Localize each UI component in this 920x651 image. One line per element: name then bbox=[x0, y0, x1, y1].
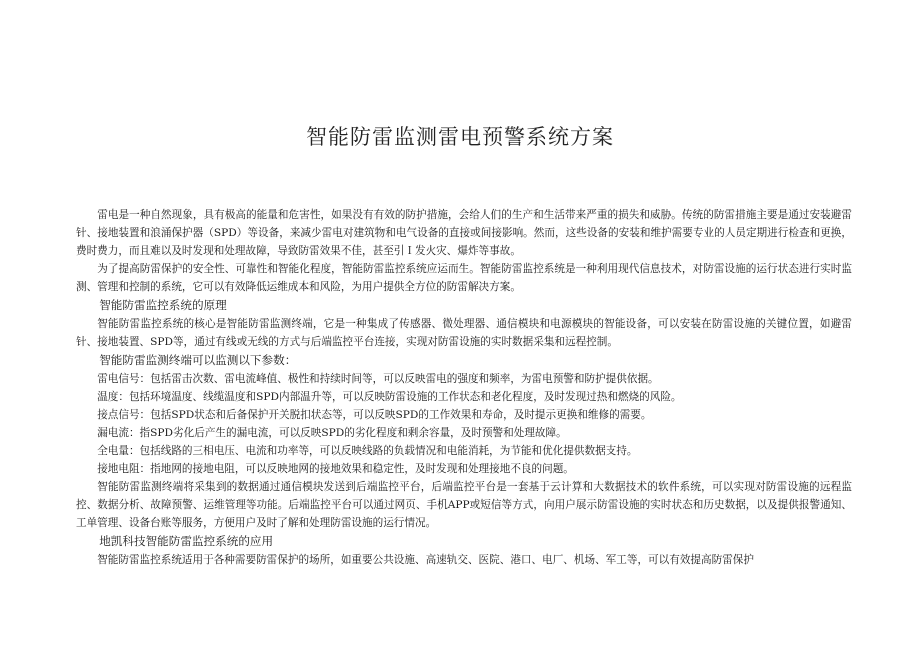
parameter-leakage-current: 漏电流：指SPD劣化后产生的漏电流，可以反映SPD的劣化程度和剩余容量，及时预警和处理故障。 bbox=[97, 427, 567, 439]
paragraph-parameters-intro: 智能防雷监测终端可以监测以下参数： bbox=[99, 353, 297, 367]
paragraph-platform: 智能防雷监测终端将采集到的数据通过通信模块发送到后端监控平台，后端监控平台是一套基于云计算和大数据技术的软件系统，可以实现对防雷设施的远程监控、数据分析、故障预警、运维管理等功能。后端监控平台可以通过网页、手机APP或短信等方式，向用户展示防雷设施的实时状态和历史数据，以及提供报警通知、工单管理、设备台账等服务，方便用户及时了解和处理防雷设施的运行情况。 bbox=[76, 481, 852, 529]
parameter-full-power: 全电量：包括线路的三相电压、电流和功率等，可以反映线路的负载情况和电能消耗，为节能和优化提供数据支持。 bbox=[97, 445, 638, 457]
parameter-ground-resistance: 接地电阻：指地网的接地电阻，可以反映地网的接地效果和稳定性，及时发现和处理接地不良的问题。 bbox=[97, 463, 574, 475]
section-heading-principle: 智能防雷监控系统的原理 bbox=[99, 298, 227, 312]
parameter-temperature: 温度：包括环境温度、线缆温度和SPD内部温升等，可以反映防雷设施的工作状态和老化程度，及时发现过热和燃烧的风险。 bbox=[97, 391, 682, 403]
paragraph-terminal-core: 智能防雷监控系统的核心是智能防雷监测终端，它是一种集成了传感器、微处理器、通信模块和电源模块的智能设备，可以安装在防雷设施的关键位置，如避雷针、接地装置、SPD等，通过有线或无线的方式与后端监控平台连接，实现对防雷设施的实时数据采集和远程控制。 bbox=[76, 318, 852, 348]
document-body bbox=[76, 206, 852, 569]
paragraph-application: 智能防雷监控系统适用于各种需要防雷保护的场所，如重要公共设施、高速轨交、医院、港口、电厂、机场、军工等，可以有效提高防雷保护 bbox=[97, 554, 754, 566]
paragraph-intro: 雷电是一种自然现象，具有极高的能量和危害性，如果没有有效的防护措施，会给人们的生产和生活带来严重的损失和威胁。传统的防雷措施主要是通过安装避雷针、接地装置和浪涌保护器（SPD）等设备，来减少雷电对建筑物和电气设备的直接或间接影响。然而，这些设备的安装和维护需要专业的人员定期进行检查和更换，费时费力，而且难以及时发现和处理故障，导致防雷效果不佳，甚至引Ｉ发火灾、爆炸等事故。 bbox=[76, 209, 852, 257]
paragraph-background: 为了提高防雷保护的安全性、可靠性和智能化程度，智能防雷监控系统应运而生。智能防雷监控系统是一种利用现代信息技术，对防雷设施的运行状态进行实时监测、管理和控制的系统，它可以有效降低运维成本和风险，为用户提供全方位的防雷解决方案。 bbox=[76, 263, 852, 293]
parameter-contact-signal: 接点信号：包括SPD状态和后备保护开关脱扣状态等，可以反映SPD的工作效果和寿命，及时提示更换和维修的需要。 bbox=[97, 409, 652, 421]
parameter-lightning-signal: 雷电信号：包括雷击次数、雷电流峰值、极性和持续时间等，可以反映雷电的强度和频率，为雷电预警和防护提供依据。 bbox=[97, 373, 659, 385]
document-title: 智能防雷监测雷电预警系统方案 bbox=[306, 125, 614, 149]
section-heading-application: 地凯科技智能防雷监控系统的应用 bbox=[99, 534, 274, 548]
